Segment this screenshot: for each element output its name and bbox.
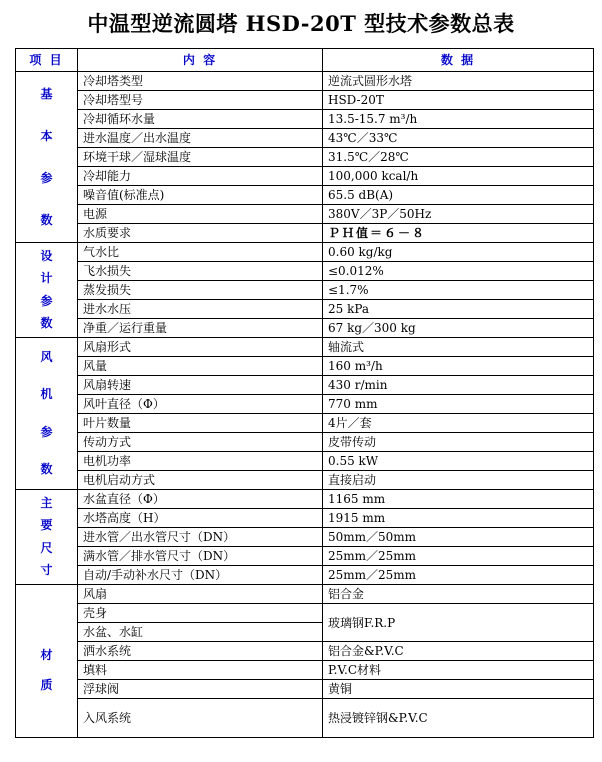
category-char: 数 — [40, 212, 53, 227]
row-value: 380V／3P／50Hz — [323, 205, 594, 224]
row-label: 风扇转速 — [78, 376, 323, 395]
table-row — [16, 471, 594, 490]
table-row — [16, 566, 594, 585]
row-value: 100,000 kcal/h — [323, 167, 594, 186]
row-value: 1165 mm — [323, 490, 594, 509]
row-label: 风扇 — [78, 585, 323, 604]
row-label: 风扇形式 — [78, 338, 323, 357]
category-char: 要 — [40, 518, 53, 533]
category-char: 本 — [40, 128, 53, 143]
row-label: 水质要求 — [78, 224, 323, 243]
row-value: 430 r/min — [323, 376, 594, 395]
row-label: 进水管／出水管尺寸（DN） — [78, 528, 323, 547]
table-row — [16, 509, 594, 528]
row-label: 冷却循环水量 — [78, 110, 323, 129]
row-value: 160 m³/h — [323, 357, 594, 376]
row-value: 0.55 kW — [323, 452, 594, 471]
row-value: HSD-20T — [323, 91, 594, 110]
row-label: 传动方式 — [78, 433, 323, 452]
table-row — [16, 490, 594, 509]
row-label: 冷却塔型号 — [78, 91, 323, 110]
category-char: 材 — [40, 647, 53, 662]
table-row — [16, 167, 594, 186]
category-char: 风 — [40, 349, 53, 364]
row-value: 25mm／25mm — [323, 547, 594, 566]
row-value: ＰＨ值＝６－８ — [323, 224, 594, 243]
table-row — [16, 129, 594, 148]
category-char: 参 — [40, 293, 53, 308]
row-value: 13.5-15.7 m³/h — [323, 110, 594, 129]
table-row — [16, 661, 594, 680]
category-char: 基 — [40, 86, 53, 101]
row-label: 水盆、水缸 — [78, 623, 323, 642]
row-label: 净重／运行重量 — [78, 319, 323, 338]
row-value: ≤0.012% — [323, 262, 594, 281]
category-char: 参 — [40, 424, 53, 439]
row-label: 自动/手动补水尺寸（DN） — [78, 566, 323, 585]
row-value: 逆流式圆形水塔 — [323, 72, 594, 91]
table-row — [16, 319, 594, 338]
row-label: 洒水系统 — [78, 642, 323, 661]
category-char: 数 — [40, 316, 53, 331]
table-row — [16, 224, 594, 243]
row-value: 67 kg／300 kg — [323, 319, 594, 338]
table-row — [16, 148, 594, 167]
row-label: 飞水损失 — [78, 262, 323, 281]
table-row — [16, 395, 594, 414]
header-item: 项 目 — [16, 49, 78, 72]
row-label: 入风系统 — [78, 699, 323, 738]
table-row — [16, 91, 594, 110]
table-row — [16, 699, 594, 738]
table-row — [16, 642, 594, 661]
row-value: 43℃／33℃ — [323, 129, 594, 148]
category-char: 参 — [40, 170, 53, 185]
table-row — [16, 528, 594, 547]
row-value: 25 kPa — [323, 300, 594, 319]
row-label: 风叶直径（Φ） — [78, 395, 323, 414]
table-row — [16, 110, 594, 129]
table-header-row — [16, 49, 594, 72]
header-content: 内 容 — [78, 49, 323, 72]
table-row — [16, 338, 594, 357]
row-label: 电机启动方式 — [78, 471, 323, 490]
row-label: 填料 — [78, 661, 323, 680]
table-row — [16, 281, 594, 300]
page-title: 中温型逆流圆塔 HSD-20T 型技术参数总表 — [87, 11, 515, 36]
row-value: 770 mm — [323, 395, 594, 414]
row-value: 4片／套 — [323, 414, 594, 433]
category-char: 设 — [40, 248, 53, 263]
row-value: 黄铜 — [323, 680, 594, 699]
row-label: 水塔高度（H） — [78, 509, 323, 528]
table-row — [16, 680, 594, 699]
row-label: 冷却塔类型 — [78, 72, 323, 91]
row-label: 水盆直径（Φ） — [78, 490, 323, 509]
row-value: 热浸镀锌钢&P.V.C — [323, 699, 594, 738]
table-row — [16, 186, 594, 205]
table-row — [16, 376, 594, 395]
row-value: 轴流式 — [323, 338, 594, 357]
table-row — [16, 452, 594, 471]
row-label: 气水比 — [78, 243, 323, 262]
row-label: 环境干球／湿球温度 — [78, 148, 323, 167]
row-label: 壳身 — [78, 604, 323, 623]
category-char: 计 — [40, 271, 53, 286]
table-row — [16, 262, 594, 281]
row-label: 进水温度／出水温度 — [78, 129, 323, 148]
table-row — [16, 433, 594, 452]
table-row — [16, 547, 594, 566]
category-char: 质 — [40, 677, 53, 692]
row-label: 满水管／排水管尺寸（DN） — [78, 547, 323, 566]
category-char: 寸 — [40, 563, 53, 578]
row-value: 铝合金 — [323, 585, 594, 604]
table-row — [16, 205, 594, 224]
row-value: 31.5℃／28℃ — [323, 148, 594, 167]
header-data: 数 据 — [323, 49, 594, 72]
row-value: 铝合金&P.V.C — [323, 642, 594, 661]
row-label: 叶片数量 — [78, 414, 323, 433]
row-value: P.V.C材料 — [323, 661, 594, 680]
row-value: 50mm／50mm — [323, 528, 594, 547]
table-row — [16, 585, 594, 604]
row-label: 风量 — [78, 357, 323, 376]
row-label: 噪音值(标准点) — [78, 186, 323, 205]
category-char: 机 — [40, 387, 53, 402]
category-basic — [16, 72, 78, 243]
table-row — [16, 604, 594, 623]
category-dimensions — [16, 490, 78, 585]
table-row — [16, 357, 594, 376]
row-value: 玻璃钢F.R.P — [323, 604, 594, 642]
row-value: 皮带传动 — [323, 433, 594, 452]
row-label: 进水水压 — [78, 300, 323, 319]
spec-table — [15, 48, 594, 738]
table-row — [16, 72, 594, 91]
row-value: 25mm／25mm — [323, 566, 594, 585]
category-char: 数 — [40, 462, 53, 477]
row-value: 1915 mm — [323, 509, 594, 528]
row-label: 浮球阀 — [78, 680, 323, 699]
row-value: 0.60 kg/kg — [323, 243, 594, 262]
category-char: 尺 — [40, 540, 53, 555]
row-value: 65.5 dB(A) — [323, 186, 594, 205]
row-label: 蒸发损失 — [78, 281, 323, 300]
table-row — [16, 414, 594, 433]
category-fan — [16, 338, 78, 490]
row-label: 电源 — [78, 205, 323, 224]
row-value: 直接启动 — [323, 471, 594, 490]
row-value: ≤1.7% — [323, 281, 594, 300]
row-label: 冷却能力 — [78, 167, 323, 186]
category-design — [16, 243, 78, 338]
row-label: 电机功率 — [78, 452, 323, 471]
table-row — [16, 243, 594, 262]
category-char: 主 — [40, 495, 53, 510]
category-material — [16, 585, 78, 738]
table-row — [16, 300, 594, 319]
